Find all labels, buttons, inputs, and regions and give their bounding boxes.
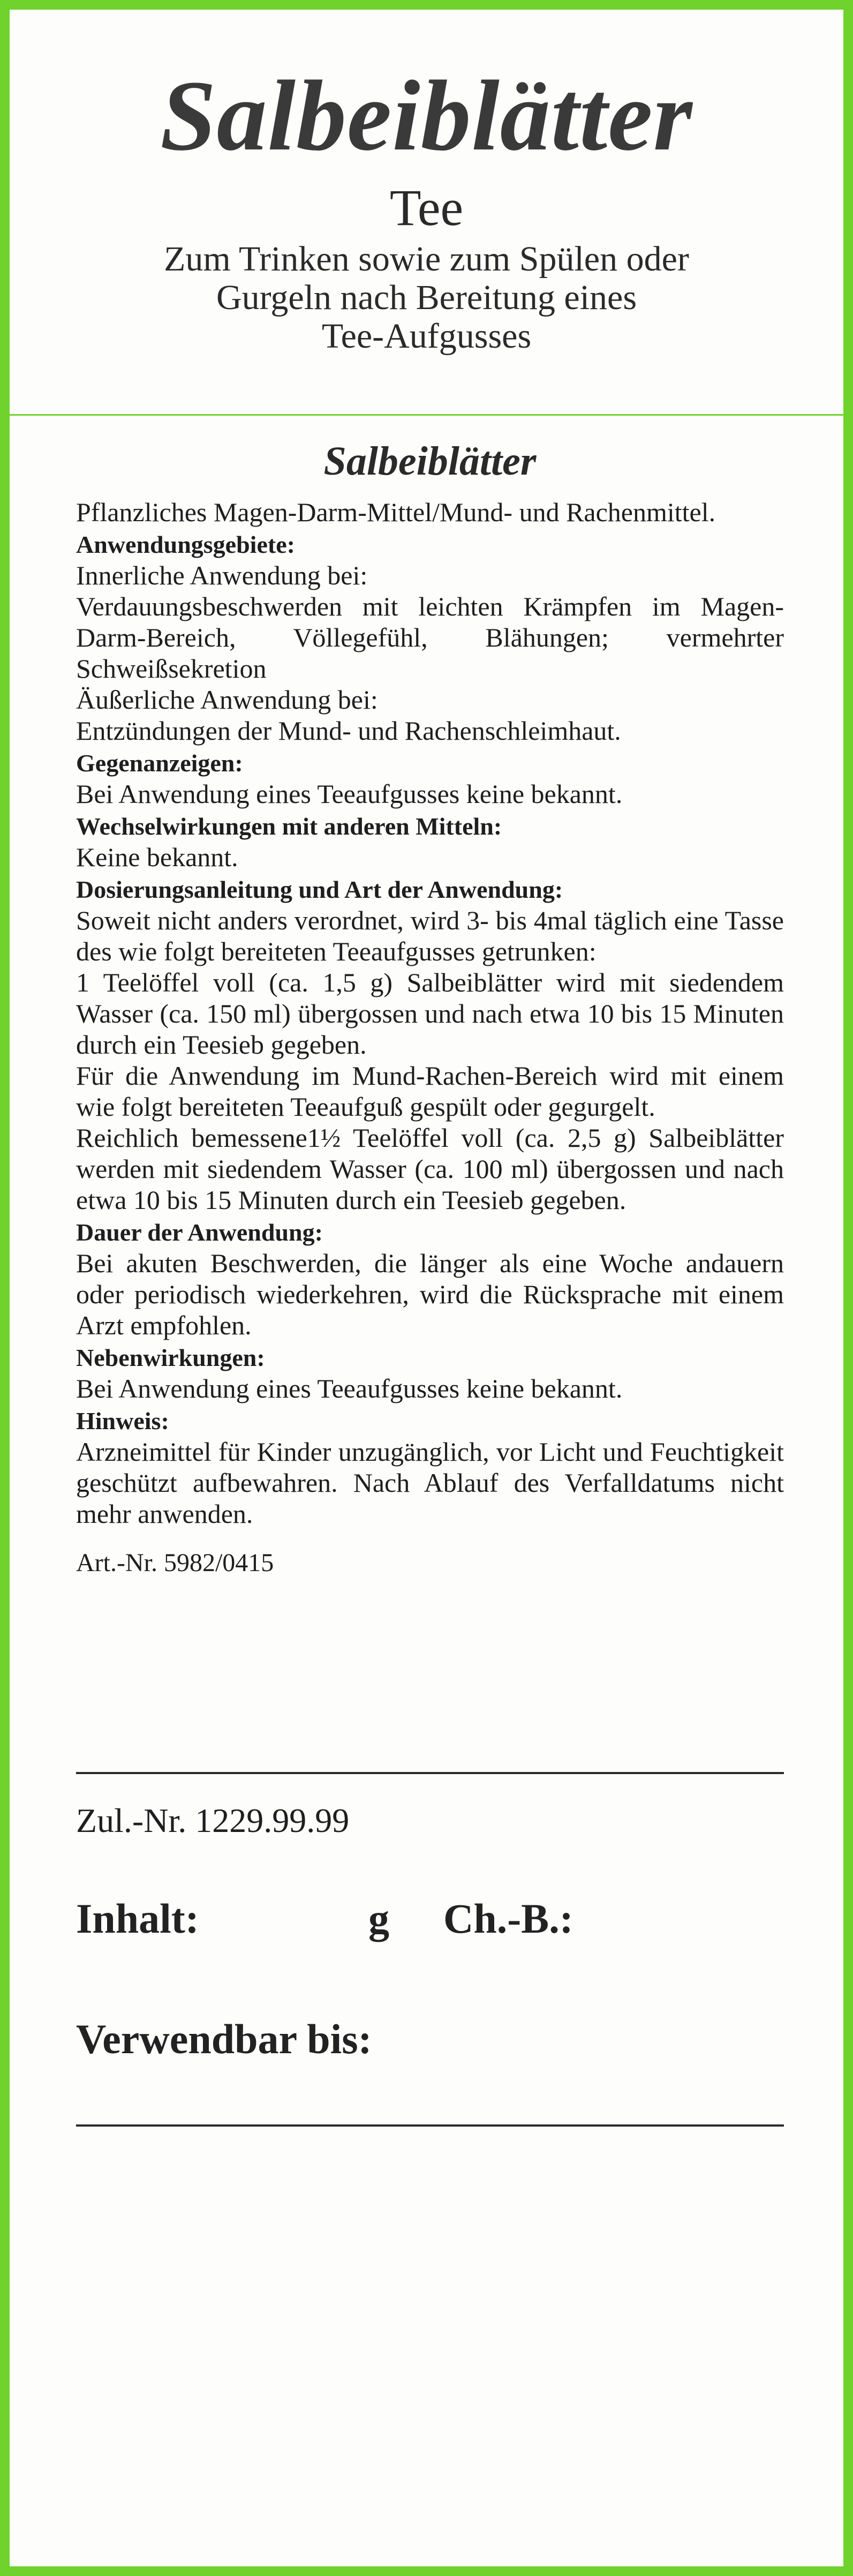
wechselwirkungen-text: Keine bekannt. (76, 842, 238, 872)
product-tagline (10, 240, 843, 356)
anwendung-line: Äußerliche Anwendung bei: (76, 685, 378, 715)
inhalt-unit: g (368, 1895, 389, 1942)
gegenanzeigen-text: Bei Anwendung eines Teeaufgusses keine bekannt. (76, 779, 623, 809)
expiry-label: Verwendbar bis: (76, 2016, 372, 2062)
anwendung-line: Entzündungen der Mund- und Rachenschleimhaut. (76, 716, 621, 746)
anwendung-line: Innerliche Anwendung bei: (76, 560, 368, 590)
dauer-text: Bei akuten Beschwerden, die länger als eine Woche andauern oder periodisch wiederkehren, wird die Rücksprache mit einem Arzt empfohlen. (76, 1248, 784, 1340)
section-heading-gegenanzeigen: Gegenanzeigen: (76, 749, 243, 777)
dosierung-paragraph: Soweit nicht anders verordnet, wird 3- bis 4mal täglich eine Tasse des wie folgt bereiteten Teeaufgusses getrunken: (76, 905, 784, 966)
approval-number: Zul.-Nr. 1229.99.99 (76, 1801, 350, 1839)
inhalt-label: Inhalt: (76, 1895, 199, 1942)
article-number: Art.-Nr. 5982/0415 (76, 1549, 274, 1577)
dosierung-paragraph: 1 Teelöffel voll (ca. 1,5 g) Salbeiblätter wird mit siedendem Wasser (ca. 150 ml) übergossen und nach etwa 10 bis 15 Minuten durch ein Teesieb gegeben. (76, 967, 784, 1060)
charge-label: Ch.-B.: (443, 1895, 573, 1942)
nebenwirkungen-text: Bei Anwendung eines Teeaufgusses keine bekannt. (76, 1373, 623, 1403)
product-title: Salbeiblätter (160, 59, 693, 171)
tagline-line: Zum Trinken sowie zum Spülen oder (164, 239, 689, 279)
intro-text: Pflanzliches Magen-Darm-Mittel/Mund- und Rachenmittel. (76, 497, 716, 527)
product-subtitle: Tee (389, 179, 464, 236)
insert-title: Salbeiblätter (323, 439, 537, 484)
dosierung-paragraph: Für die Anwendung im Mund-Rachen-Bereich wird mit einem wie folgt bereiteten Teeaufguß gespült oder gegurgelt. (76, 1061, 784, 1122)
tagline-line: Tee-Aufgusses (321, 317, 532, 356)
section-heading-hinweis: Hinweis: (76, 1407, 169, 1435)
section-heading-dauer: Dauer der Anwendung: (76, 1219, 323, 1246)
product-label (10, 10, 843, 2566)
section-heading-wechselwirkungen: Wechselwirkungen mit anderen Mitteln: (76, 813, 502, 840)
header-fold-line (10, 414, 843, 416)
section-heading-dosierung: Dosierungsanleitung und Art der Anwendung: (76, 876, 563, 903)
expiry-date-line (76, 2124, 784, 2127)
hinweis-text: Arzneimittel für Kinder unzugänglich, vor Licht und Feuchtigkeit geschützt aufbewahren. Nach Ablauf des Verfalldatums nicht mehr anwenden. (76, 1437, 784, 1529)
section-heading-anwendungsgebiete: Anwendungsgebiete: (76, 531, 295, 558)
label-header (10, 10, 843, 414)
section-heading-nebenwirkungen: Nebenwirkungen: (76, 1344, 265, 1371)
anwendung-line: Verdauungsbeschwerden mit leichten Krämpfen im Magen-Darm-Bereich, Völlegefühl, Blähungen; vermehrter Schweißsekretion (76, 591, 784, 684)
divider-line (76, 1772, 784, 1774)
package-insert (76, 435, 784, 1579)
dosierung-paragraph: Reichlich bemessene1½ Teelöffel voll (ca. 2,5 g) Salbeiblätter werden mit siedendem Wasser (ca. 100 ml) übergossen und nach etwa 10 bis 15 Minuten durch ein Teesieb gegeben. (76, 1123, 784, 1215)
tagline-line: Gurgeln nach Bereitung eines (216, 278, 637, 317)
